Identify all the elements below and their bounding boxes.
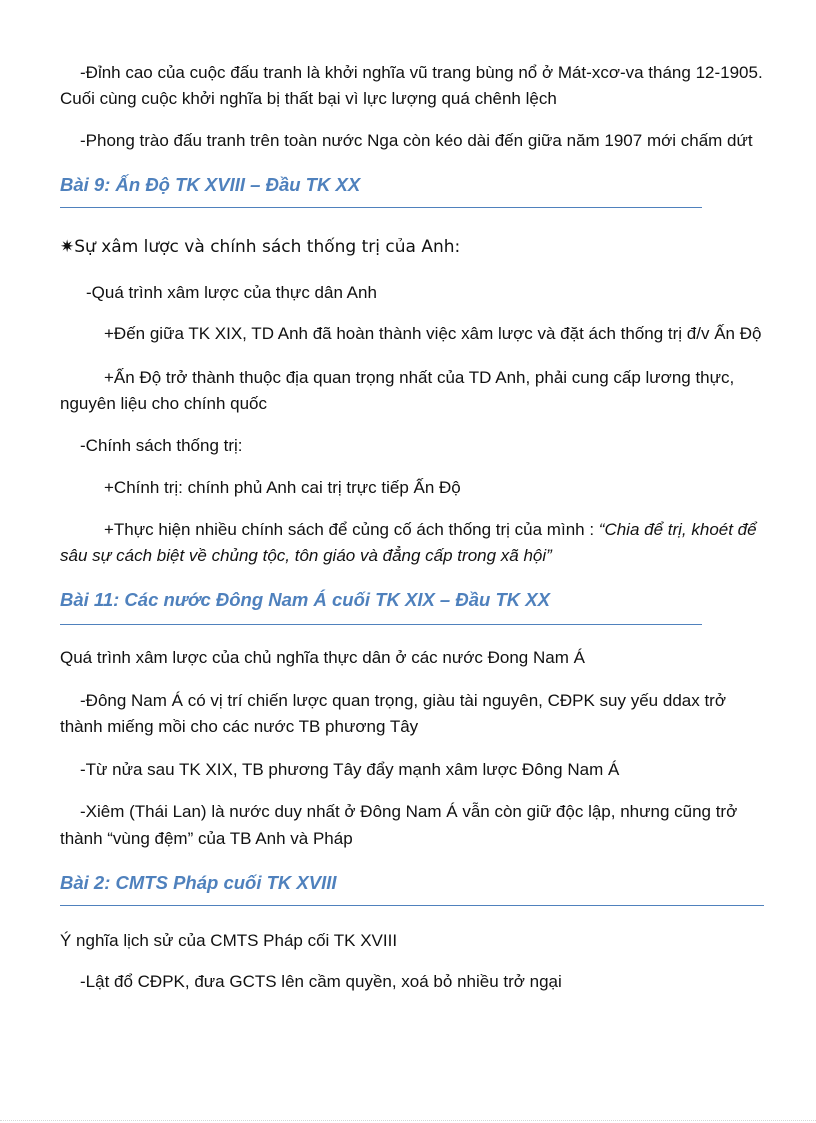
paragraph-line: -Đỉnh cao của cuộc đấu tranh là khởi nghĩa vũ trang bùng nổ ở Mát-xcơ-va tháng 12-1905. xyxy=(80,63,763,82)
paragraph-line: Cuối cùng cuộc khởi nghĩa bị thất bại vì lực lượng quá chênh lệch xyxy=(60,89,557,108)
star-bullet-icon: ✷ xyxy=(60,237,75,257)
paragraph-line: -Lật đổ CĐPK, đưa GCTS lên cầm quyền, xoá bỏ nhiều trở ngại xyxy=(80,972,562,991)
paragraph-line: -Xiêm (Thái Lan) là nước duy nhất ở Đông Nam Á vẫn còn giữ độc lập, nhưng cũng trở xyxy=(80,802,738,821)
paragraph-line: Quá trình xâm lược của chủ nghĩa thực dân ở các nước Đong Nam Á xyxy=(60,648,585,667)
quote-text: “Chia để trị, khoét để xyxy=(598,520,757,539)
paragraph-text: +Thực hiện nhiều chính sách để củng cố ách thống trị của mình : xyxy=(104,520,599,539)
heading-underline xyxy=(60,207,702,208)
subheading xyxy=(60,234,460,260)
quote-line: sâu sự cách biệt về chủng tộc, tôn giáo và đẳng cấp trong xã hội” xyxy=(60,546,552,565)
page-bottom-border xyxy=(0,1120,816,1121)
paragraph-line: -Chính sách thống trị: xyxy=(80,436,243,455)
paragraph-line: Ý nghĩa lịch sử của CMTS Pháp cối TK XVIII xyxy=(60,931,398,950)
heading-underline xyxy=(60,624,702,625)
section-heading-bai-9: Bài 9: Ấn Độ TK XVIII – Đầu TK XX xyxy=(60,174,361,195)
paragraph-line: -Quá trình xâm lược của thực dân Anh xyxy=(86,283,377,302)
paragraph-line: thành miếng mồi cho các nước TB phương Tây xyxy=(60,717,419,736)
paragraph-line: +Đến giữa TK XIX, TD Anh đã hoàn thành việc xâm lược và đặt ách thống trị đ/v Ấn Độ xyxy=(104,324,762,343)
subheading-text: Sự xâm lược và chính sách thống trị của Anh: xyxy=(74,237,461,257)
paragraph-line: nguyên liệu cho chính quốc xyxy=(60,394,267,413)
paragraph-line: thành “vùng đệm” của TB Anh và Pháp xyxy=(60,829,353,848)
paragraph-line: -Từ nửa sau TK XIX, TB phương Tây đẩy mạnh xâm lược Đông Nam Á xyxy=(80,760,620,779)
paragraph-line: -Phong trào đấu tranh trên toàn nước Nga còn kéo dài đến giữa năm 1907 mới chấm dứt xyxy=(80,131,753,150)
paragraph-line: +Chính trị: chính phủ Anh cai trị trực tiếp Ấn Độ xyxy=(104,478,461,497)
paragraph-line: +Ấn Độ trở thành thuộc địa quan trọng nhất của TD Anh, phải cung cấp lương thực, xyxy=(104,368,735,387)
paragraph-line: -Đông Nam Á có vị trí chiến lược quan trọng, giàu tài nguyên, CĐPK suy yếu ddax trở xyxy=(80,691,726,710)
section-heading-bai-2: Bài 2: CMTS Pháp cuối TK XVIII xyxy=(60,872,337,893)
section-heading-bai-11: Bài 11: Các nước Đông Nam Á cuối TK XIX – Đầu TK XX xyxy=(60,589,550,610)
paragraph-line xyxy=(104,517,757,543)
heading-underline xyxy=(60,905,764,906)
